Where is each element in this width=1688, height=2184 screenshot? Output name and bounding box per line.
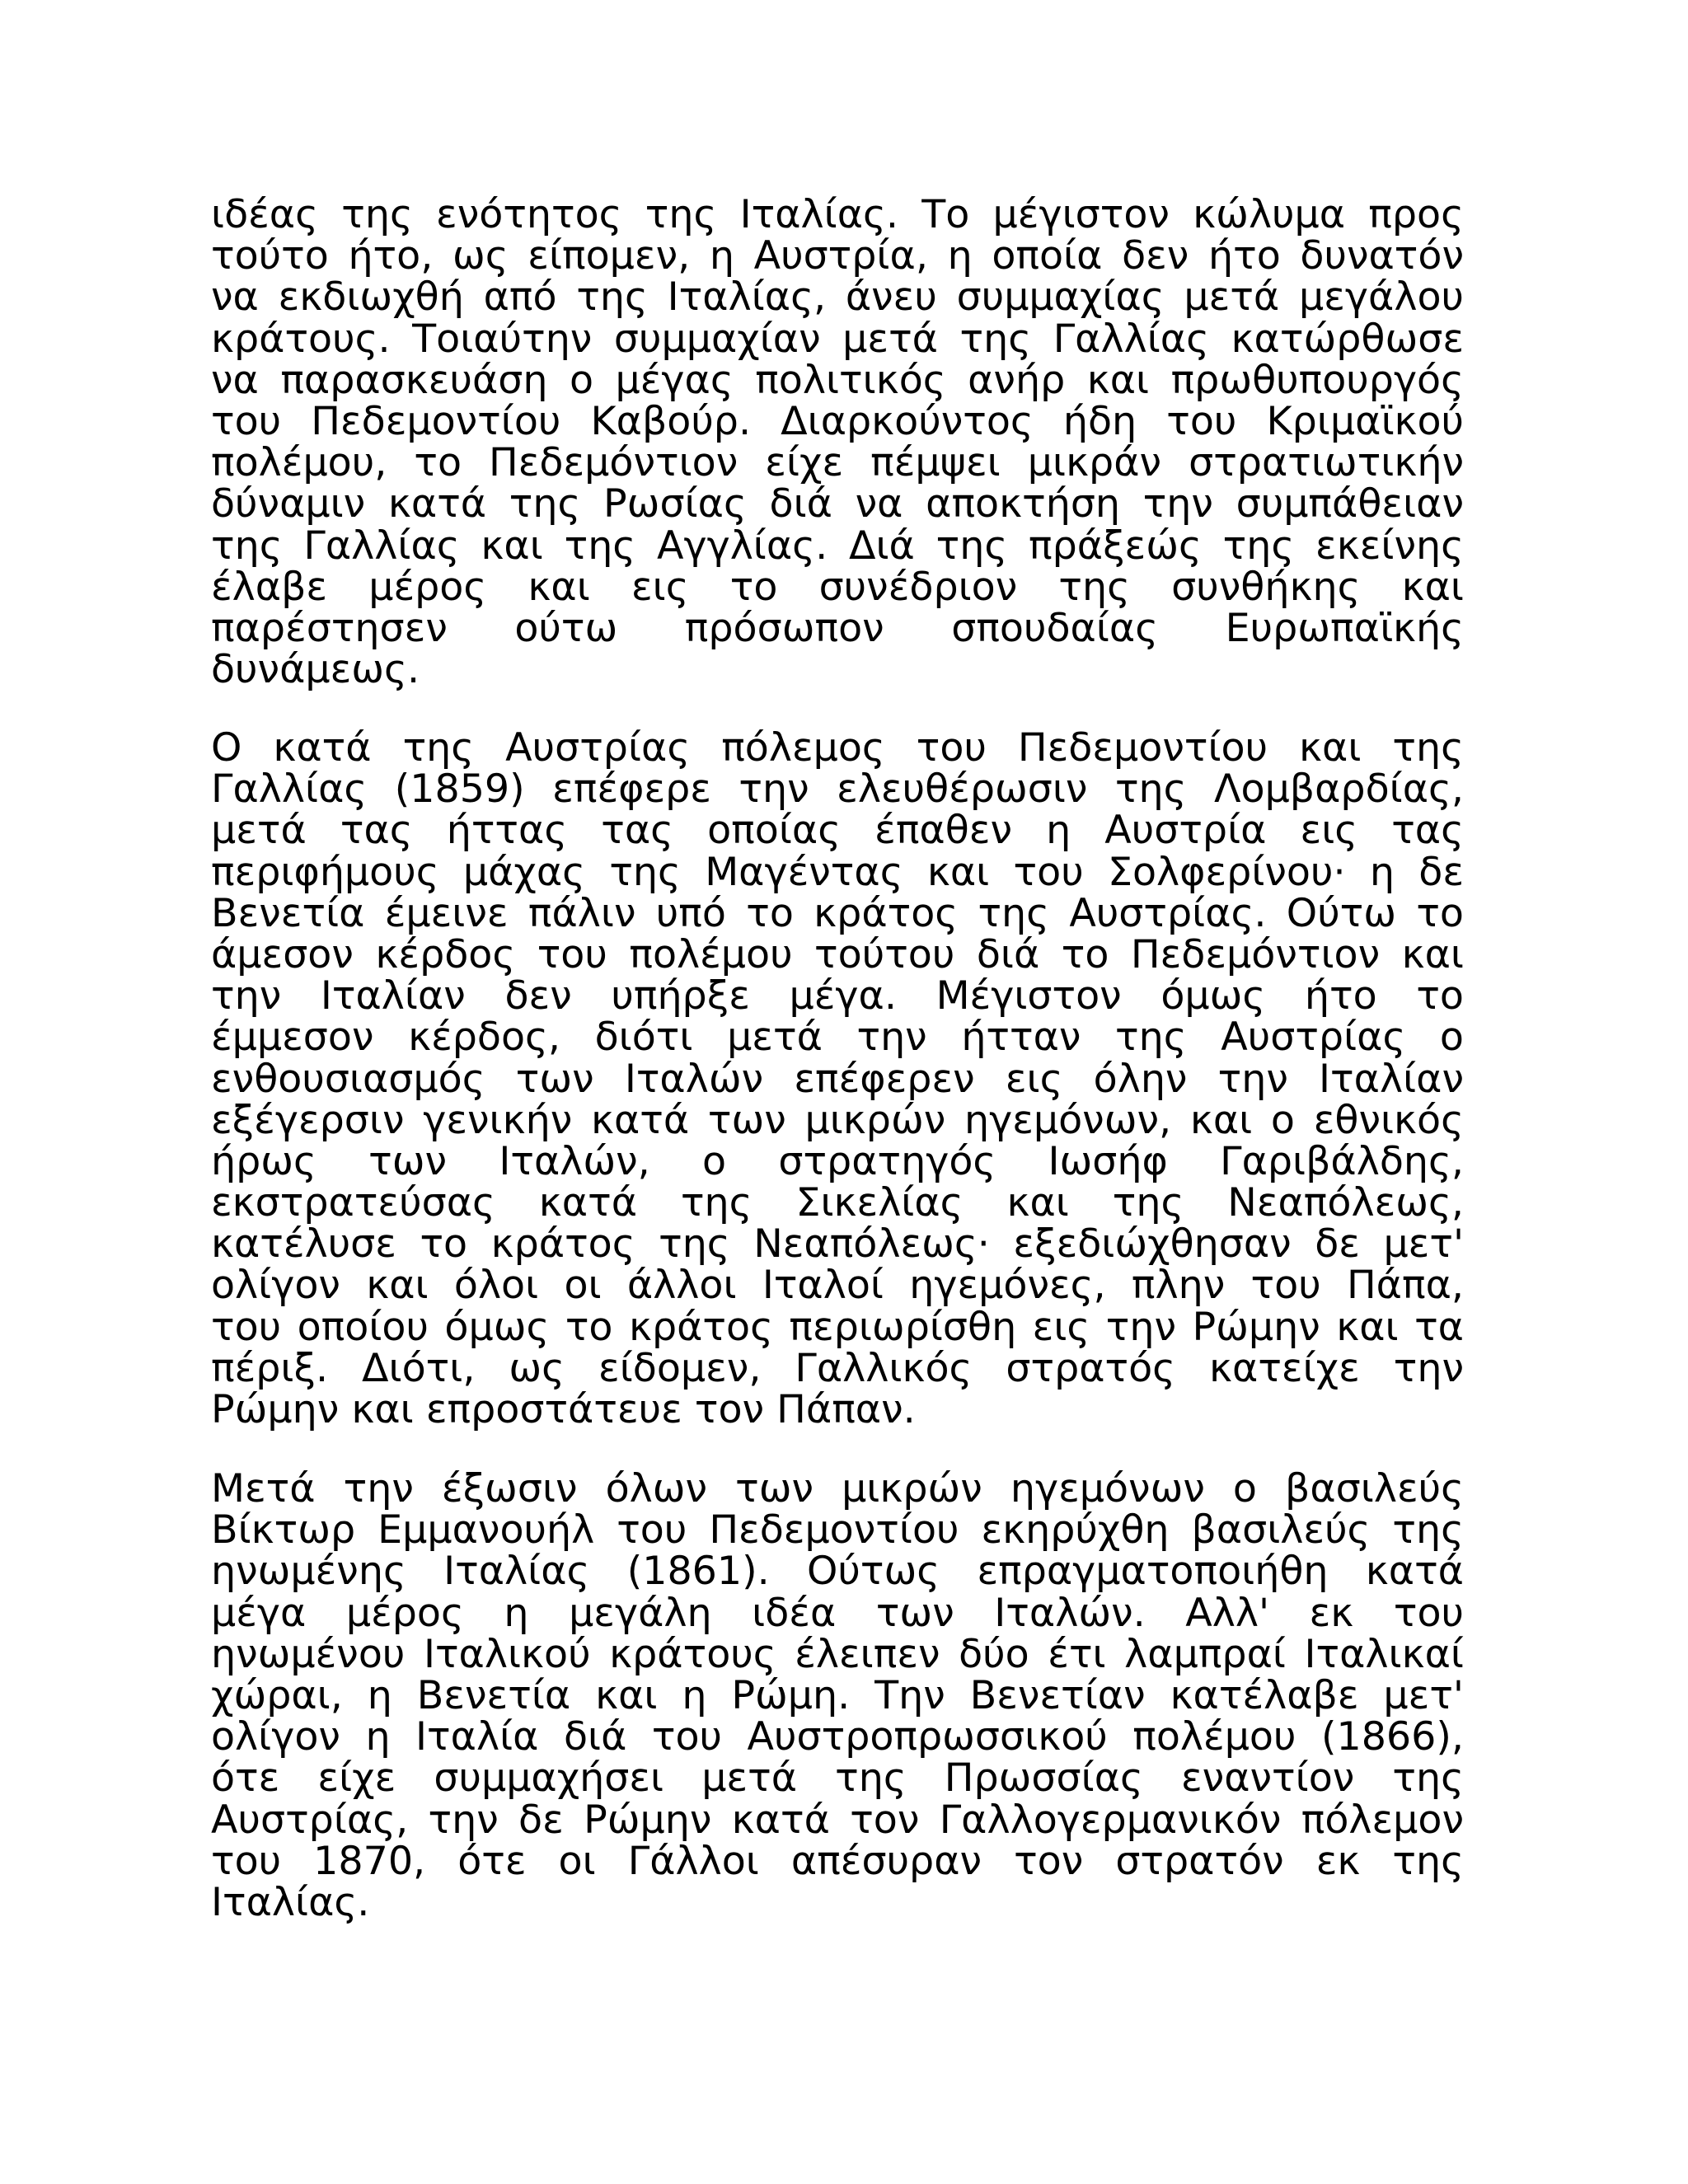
text-line: πέριξ. Διότι, ως είδομεν, Γαλλικός στρατός κατείχε την: [211, 1345, 1464, 1391]
text-line: δυνάμεως.: [211, 647, 420, 693]
text-line: ηνωμένου Ιταλικού κράτους έλειπεν δύο έτι λαμπραί Ιταλικαί: [211, 1631, 1464, 1677]
text-line: δύναμιν κατά της Ρωσίας διά να αποκτήση την συμπάθειαν: [211, 481, 1464, 527]
text-line: παρέστησεν ούτω πρόσωπον σπουδαίας Ευρωπαϊκής: [211, 605, 1464, 651]
text-line: Ο κατά της Αυστρίας πόλεμος του Πεδεμοντίου και της: [211, 725, 1464, 771]
text-line: να εκδιωχθή από της Ιταλίας, άνευ συμμαχίας μετά μεγάλου: [211, 274, 1464, 321]
text-line: της Γαλλίας και της Αγγλίας. Διά της πράξεώς της εκείνης: [211, 523, 1464, 569]
text-line: την Ιταλίαν δεν υπήρξε μέγα. Μέγιστον όμως ήτο το: [211, 973, 1464, 1019]
text-line: Ιταλίας.: [211, 1879, 370, 1925]
text-line: μετά τας ήττας τας οποίας έπαθεν η Αυστρία εις τας: [211, 808, 1464, 854]
text-line: να παρασκευάση ο μέγας πολιτικός ανήρ και πρωθυπουργός: [211, 357, 1464, 403]
text-line: Βίκτωρ Εμμανουήλ του Πεδεμοντίου εκηρύχθη βασιλεύς της: [211, 1507, 1464, 1554]
text-line: ιδέας της ενότητος της Ιταλίας. Το μέγιστον κώλυμα προς: [211, 192, 1464, 237]
text-line: έλαβε μέρος και εις το συνέδριον της συνθήκης και: [211, 564, 1464, 610]
text-line: ήρως των Ιταλών, ο στρατηγός Ιωσήφ Γαριβάλδης,: [211, 1138, 1464, 1184]
paragraph: [211, 194, 1464, 691]
text-line: Ρώμην και επροστάτευε τον Πάπαν.: [211, 1387, 916, 1432]
text-line: εκστρατεύσας κατά της Σικελίας και της Νεαπόλεως,: [211, 1180, 1464, 1226]
text-line: έμμεσον κέρδος, διότι μετά την ήτταν της Αυστρίας ο: [211, 1015, 1464, 1061]
text-line: ολίγον και όλοι οι άλλοι Ιταλοί ηγεμόνες, πλην του Πάπα,: [211, 1263, 1464, 1309]
text-line: μέγα μέρος η μεγάλη ιδέα των Ιταλών. Αλλ' εκ του: [211, 1590, 1464, 1636]
text-line: πολέμου, το Πεδεμόντιον είχε πέμψει μικράν στρατιωτικήν: [211, 440, 1464, 486]
text-line: τούτο ήτο, ως είπομεν, η Αυστρία, η οποία δεν ήτο δυνατόν: [211, 233, 1464, 279]
text-line: του οποίου όμως το κράτος περιωρίσθη εις την Ρώμην και τα: [211, 1304, 1464, 1350]
text-line: κατέλυσε το κράτος της Νεαπόλεως· εξεδιώχθησαν δε μετ': [211, 1221, 1464, 1268]
text-line: ηνωμένης Ιταλίας (1861). Ούτως επραγματοποιήθη κατά: [211, 1549, 1464, 1595]
text-line: κράτους. Τοιαύτην συμμαχίαν μετά της Γαλλίας κατώρθωσε: [211, 316, 1464, 362]
text-line: ενθουσιασμός των Ιταλών επέφερεν εις όλην την Ιταλίαν: [211, 1056, 1464, 1102]
text-line: Αυστρίας, την δε Ρώμην κατά τον Γαλλογερμανικόν πόλεμον: [211, 1797, 1464, 1843]
text-line: ολίγον η Ιταλία διά του Αυστροπρωσσικού πολέμου (1866),: [211, 1714, 1464, 1760]
text-line: Μετά την έξωσιν όλων των μικρών ηγεμόνων ο βασιλεύς: [211, 1466, 1464, 1511]
text-line: χώραι, η Βενετία και η Ρώμη. Την Βενετίαν κατέλαβε μετ': [211, 1672, 1464, 1718]
text-line: του 1870, ότε οι Γάλλοι απέσυραν τον στρατόν εκ της: [211, 1838, 1464, 1884]
text-line: ότε είχε συμμαχήσει μετά της Πρωσσίας εναντίον της: [211, 1755, 1464, 1802]
text-line: Βενετία έμεινε πάλιν υπό το κράτος της Αυστρίας. Ούτω το: [211, 890, 1464, 936]
text-line: του Πεδεμοντίου Καβούρ. Διαρκούντος ήδη του Κριμαϊκού: [211, 398, 1464, 444]
paragraph: [211, 725, 1464, 1432]
text-line: εξέγερσιν γενικήν κατά των μικρών ηγεμόνων, και ο εθνικός: [211, 1097, 1464, 1143]
text-line: περιφήμους μάχας της Μαγέντας και του Σολφερίνου· η δε: [211, 849, 1464, 895]
paragraph: [211, 1466, 1464, 1925]
text-line: άμεσον κέρδος του πολέμου τούτου διά το Πεδεμόντιον και: [211, 931, 1464, 977]
text-line: Γαλλίας (1859) επέφερε την ελευθέρωσιν της Λομβαρδίας,: [211, 766, 1464, 813]
